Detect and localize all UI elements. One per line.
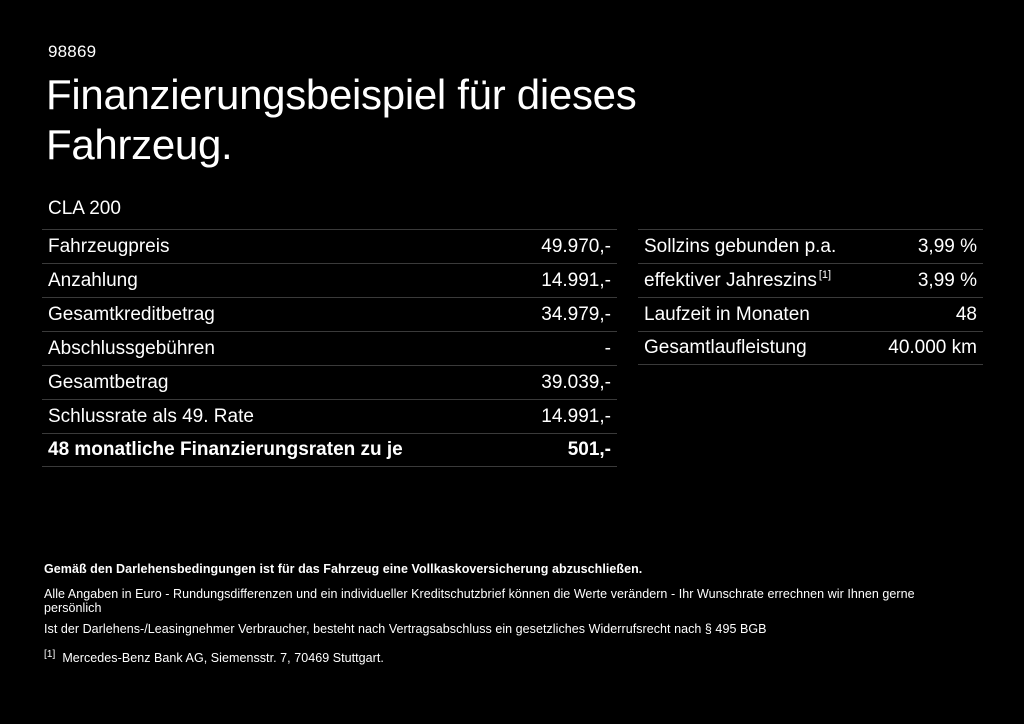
table-row xyxy=(42,229,617,263)
table-row xyxy=(42,331,617,365)
table-row xyxy=(42,365,617,399)
row-value: 39.039,- xyxy=(541,371,611,393)
row-value: 48 xyxy=(955,303,977,325)
footnote-insurance-notice: Gemäß den Darlehensbedingungen ist für das Fahrzeug eine Vollkaskoversicherung abzuschließen. xyxy=(44,562,643,576)
footnotes-section xyxy=(44,562,974,665)
footnote-bank-address xyxy=(44,648,974,665)
table-row-monthly-rate xyxy=(42,433,617,467)
page-title: Finanzierungsbeispiel für dieses Fahrzeug. xyxy=(46,71,637,168)
table-row xyxy=(638,229,983,263)
footnote-withdrawal-notice: Ist der Darlehens-/Leasingnehmer Verbraucher, besteht nach Vertragsabschluss ein gesetzliches Widerrufsrecht nach § 495 BGB xyxy=(44,622,767,636)
row-value: 3,99 % xyxy=(917,269,977,291)
financing-terms-table xyxy=(638,229,983,365)
row-value: 49.970,- xyxy=(541,235,611,257)
table-row xyxy=(42,297,617,331)
row-label: Laufzeit in Monaten xyxy=(644,303,810,325)
row-label: Fahrzeugpreis xyxy=(48,235,170,257)
table-row xyxy=(638,331,983,365)
row-value: 40.000 km xyxy=(888,337,977,358)
row-label: Gesamtbetrag xyxy=(48,371,169,393)
row-label: Sollzins gebunden p.a. xyxy=(644,235,837,257)
row-value: 14.991,- xyxy=(541,405,611,427)
row-value: 14.991,- xyxy=(541,269,611,291)
row-value: 34.979,- xyxy=(541,303,611,325)
row-label: 48 monatliche Finanzierungsraten zu je xyxy=(48,439,403,460)
row-value: - xyxy=(604,337,611,359)
table-row xyxy=(42,399,617,433)
row-label: Schlussrate als 49. Rate xyxy=(48,405,254,427)
row-label: effektiver Jahreszins xyxy=(644,269,817,291)
row-value: 501,- xyxy=(567,439,611,460)
footnote-marker: [1] xyxy=(818,269,832,282)
reference-id: 98869 xyxy=(48,42,97,61)
table-row xyxy=(42,263,617,297)
footnote-marker: [1] xyxy=(44,648,56,660)
table-row xyxy=(638,297,983,331)
row-label: Abschlussgebühren xyxy=(48,337,215,359)
row-label-group xyxy=(644,270,831,292)
footnote-bank-address-text: Mercedes-Benz Bank AG, Siemensstr. 7, 70469 Stuttgart. xyxy=(62,651,384,665)
financing-figures-table xyxy=(42,229,617,467)
table-row xyxy=(638,263,983,297)
footnote-currency-notice: Alle Angaben in Euro - Rundungsdifferenzen und ein individueller Kreditschutzbrief können die Werte verändern - Ihr Wunschrate errechnen wir Ihnen gerne persönlich xyxy=(44,587,915,615)
row-label: Gesamtkreditbetrag xyxy=(48,303,215,325)
vehicle-model-label: CLA 200 xyxy=(48,198,121,219)
row-label: Anzahlung xyxy=(48,269,138,291)
row-label: Gesamtlaufleistung xyxy=(644,337,807,358)
row-value: 3,99 % xyxy=(917,235,977,257)
